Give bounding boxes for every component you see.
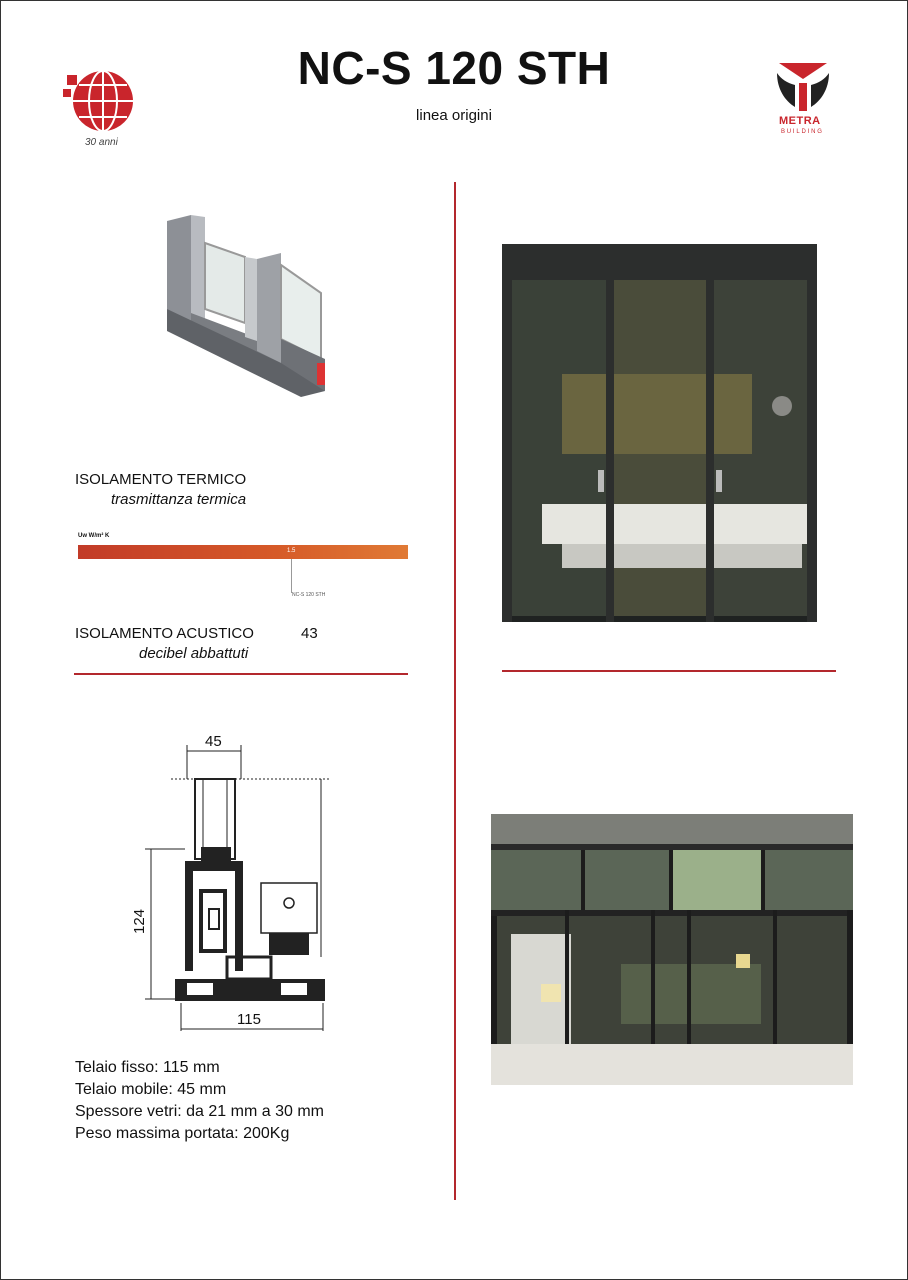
thermal-marker-tick: [291, 559, 292, 593]
right-divider: [502, 670, 836, 672]
acoustic-title: ISOLAMENTO ACUSTICO: [75, 625, 254, 642]
brand-logo: [773, 59, 843, 143]
spec-line: Peso massima portata: 200Kg: [75, 1125, 290, 1142]
left-divider: [74, 673, 408, 675]
brand-name: METRA: [779, 115, 821, 127]
thermal-marker-value: 1.5: [287, 548, 296, 554]
dim-bottom: 115: [237, 1011, 261, 1028]
spec-line: Spessore vetri: da 21 mm a 30 mm: [75, 1103, 324, 1120]
logo-caption: 30 anni: [85, 137, 118, 148]
thermal-scale-label: Uw W/m² K: [78, 533, 110, 539]
dim-side: 124: [131, 908, 149, 935]
thermal-marker-caption: NC-S 120 STH: [292, 592, 326, 598]
acoustic-value: 43: [301, 625, 318, 642]
sliding-door-photo: [502, 244, 817, 622]
metra-logo-icon: [773, 59, 833, 113]
page-title: NC-S 120 STH: [297, 42, 611, 94]
acoustic-subtitle: decibel abbattuti: [139, 645, 249, 662]
page-subtitle: linea origini: [416, 107, 492, 124]
dim-top: 45: [205, 733, 222, 750]
building-exterior-photo: [491, 814, 853, 1085]
vertical-divider: [454, 182, 456, 1200]
thermal-title: ISOLAMENTO TERMICO: [75, 471, 247, 488]
spec-line: Telaio fisso: 115 mm: [75, 1059, 220, 1076]
section-drawing: [131, 731, 361, 1031]
spec-line: Telaio mobile: 45 mm: [75, 1081, 227, 1098]
profile-3d-image: [161, 213, 333, 399]
thermal-bar: [78, 545, 408, 559]
thermal-subtitle: trasmittanza termica: [111, 491, 247, 508]
brand-sub: BUILDING: [781, 129, 824, 135]
